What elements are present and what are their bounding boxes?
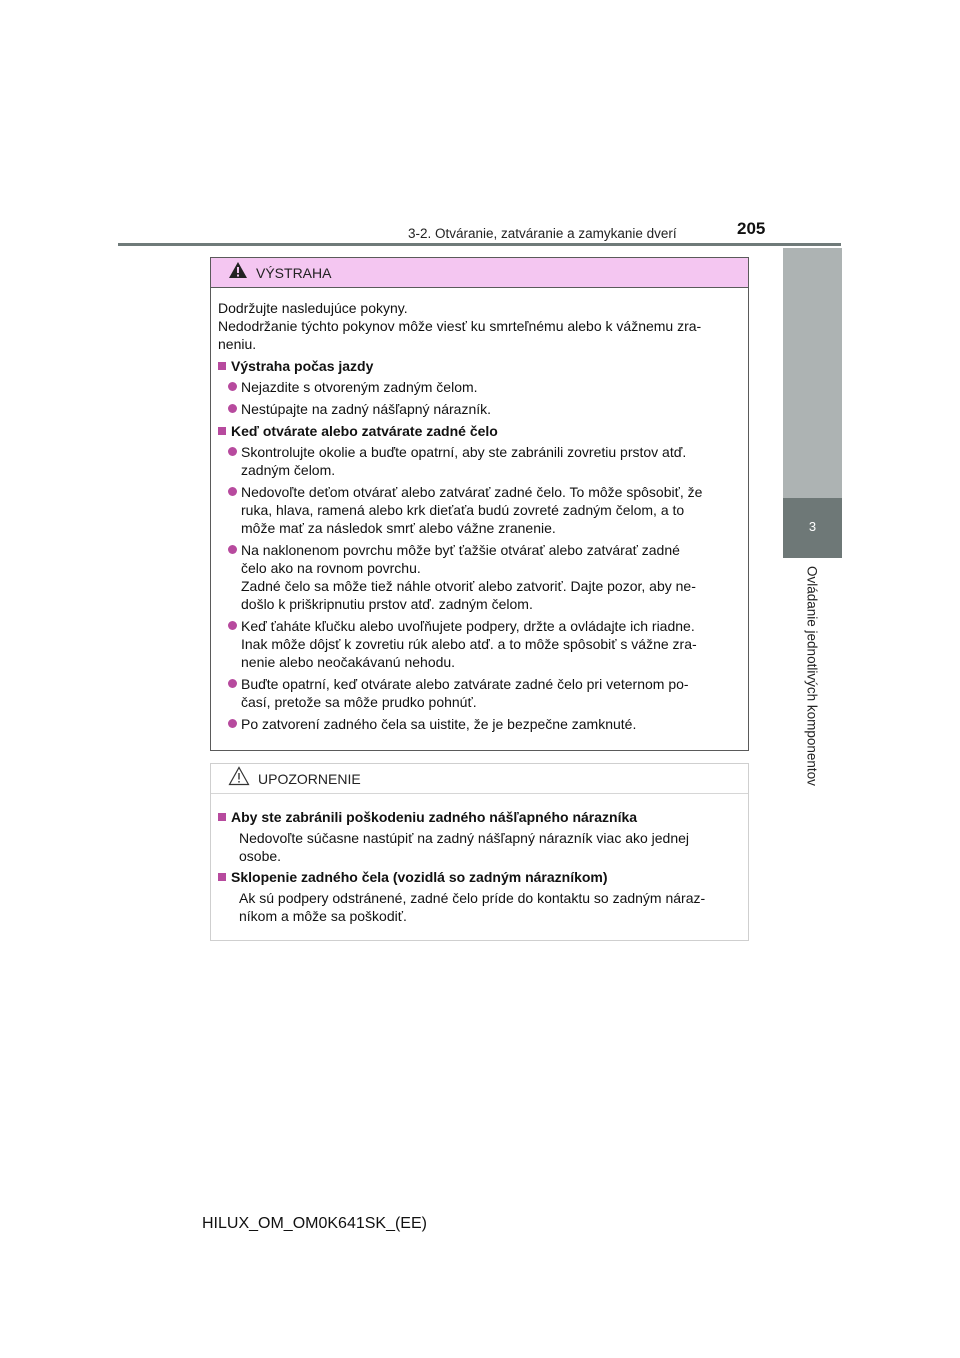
paragraph-line: Ak sú podpery odstránené, zadné čelo príde do kontaktu so zadným náraz-	[239, 890, 706, 906]
intro-line: Dodržujte nasledujúce pokyny.	[218, 300, 408, 316]
bullet-line: Keď ťaháte kľučku alebo uvoľňujete podpery, držte a ovládajte ich riadne.	[241, 618, 695, 634]
bullet-line: Skontrolujte okolie a buďte opatrní, aby ste zabránili zovretiu prstov atď.	[241, 444, 687, 460]
bullet-line: Po zatvorení zadného čela sa uistite, že je bezpečne zamknuté.	[241, 716, 637, 732]
square-bullet-icon	[218, 427, 226, 435]
caution-paragraph	[239, 829, 742, 865]
round-bullet-icon	[228, 382, 237, 391]
bullet-line: ruka, hlava, ramená alebo krk dieťaťa budú zovreté zadným čelom, a to	[241, 502, 685, 518]
heading-text: Aby ste zabránili poškodeniu zadného nášľapného nárazníka	[231, 809, 638, 825]
heading-text: Výstraha počas jazdy	[231, 358, 374, 374]
caution-section-heading	[218, 808, 742, 826]
bullet-line: nenie alebo neočakávanú nehodu.	[241, 654, 456, 670]
side-tab-chapter	[783, 498, 842, 558]
heading-text: Sklopenie zadného čela (vozidlá so zadným nárazníkom)	[231, 869, 608, 885]
square-bullet-icon	[218, 873, 226, 881]
section-title: 3-2. Otváranie, zatváranie a zamykanie dverí	[408, 226, 677, 241]
list-item	[228, 541, 742, 613]
caution-title: UPOZORNENIE	[258, 770, 361, 787]
chapter-number: 3	[808, 519, 817, 534]
side-tab-upper	[783, 248, 842, 498]
list-item	[228, 483, 742, 537]
bullet-line: Inak môže dôjsť k zovretiu rúk alebo atď. a to môže spôsobiť s vážne zra-	[241, 636, 697, 652]
round-bullet-icon	[228, 621, 237, 630]
bullet-line: zadným čelom.	[241, 462, 336, 478]
caution-box	[210, 763, 749, 941]
bullet-line: došlo k priškripnutiu prstov atď. zadným čelom.	[241, 596, 533, 612]
warning-triangle-icon	[228, 261, 248, 284]
square-bullet-icon	[218, 813, 226, 821]
warning-body	[211, 288, 748, 733]
paragraph-line: Nedovoľte súčasne nastúpiť na zadný nášľapný nárazník viac ako jednej	[239, 830, 690, 846]
list-item	[228, 617, 742, 671]
bullet-line: Nejazdite s otvoreným zadným čelom.	[241, 379, 478, 395]
round-bullet-icon	[228, 404, 237, 413]
bullet-line: Nedovoľte deťom otvárať alebo zatvárať zadné čelo. To môže spôsobiť, že	[241, 484, 703, 500]
square-bullet-icon	[218, 362, 226, 370]
round-bullet-icon	[228, 447, 237, 456]
bullet-line: čelo ako na rovnom povrchu.	[241, 560, 421, 576]
bullet-line: môže mať za následok smrť alebo vážne zranenie.	[241, 520, 556, 536]
bullet-line: Nestúpajte na zadný nášľapný nárazník.	[241, 401, 492, 417]
chapter-title: Ovládanie jednotlivých komponentov	[804, 566, 820, 786]
caution-triangle-outline-icon	[228, 766, 250, 791]
heading-text: Keď otvárate alebo zatvárate zadné čelo	[231, 423, 498, 439]
list-item	[228, 675, 742, 711]
caution-body	[211, 794, 748, 925]
round-bullet-icon	[228, 545, 237, 554]
round-bullet-icon	[228, 487, 237, 496]
warning-section-heading	[218, 357, 742, 375]
footer-document-code: HILUX_OM_OM0K641SK_(EE)	[202, 1215, 427, 1232]
warning-section-heading	[218, 422, 742, 440]
warning-box	[210, 257, 749, 751]
intro-line: neniu.	[218, 336, 257, 352]
list-item	[228, 443, 742, 479]
list-item	[228, 400, 742, 418]
paragraph-line: níkom a môže sa poškodiť.	[239, 908, 407, 924]
header-divider	[118, 243, 841, 246]
list-item	[228, 715, 742, 733]
paragraph-line: osobe.	[239, 848, 282, 864]
caution-section-heading	[218, 868, 742, 886]
bullet-line: Buďte opatrní, keď otvárate alebo zatvárate zadné čelo pri veternom po-	[241, 676, 689, 692]
warning-intro	[218, 299, 742, 353]
bullet-line: Zadné čelo sa môže tiež náhle otvoriť alebo zatvoriť. Dajte pozor, aby ne-	[241, 578, 696, 594]
bullet-line: Na naklonenom povrchu môže byť ťažšie otvárať alebo zatvárať zadné	[241, 542, 680, 558]
intro-line: Nedodržanie týchto pokynov môže viesť ku smrteľnému alebo k vážnemu zra-	[218, 318, 702, 334]
caution-paragraph	[239, 889, 742, 925]
round-bullet-icon	[228, 679, 237, 688]
page-number: 205	[737, 219, 766, 238]
warning-header	[211, 258, 748, 288]
page-header	[0, 0, 960, 250]
bullet-line: časí, pretože sa môže prudko pohnúť.	[241, 694, 477, 710]
caution-header	[211, 764, 748, 794]
round-bullet-icon	[228, 719, 237, 728]
warning-title: VÝSTRAHA	[256, 264, 332, 281]
list-item	[228, 378, 742, 396]
